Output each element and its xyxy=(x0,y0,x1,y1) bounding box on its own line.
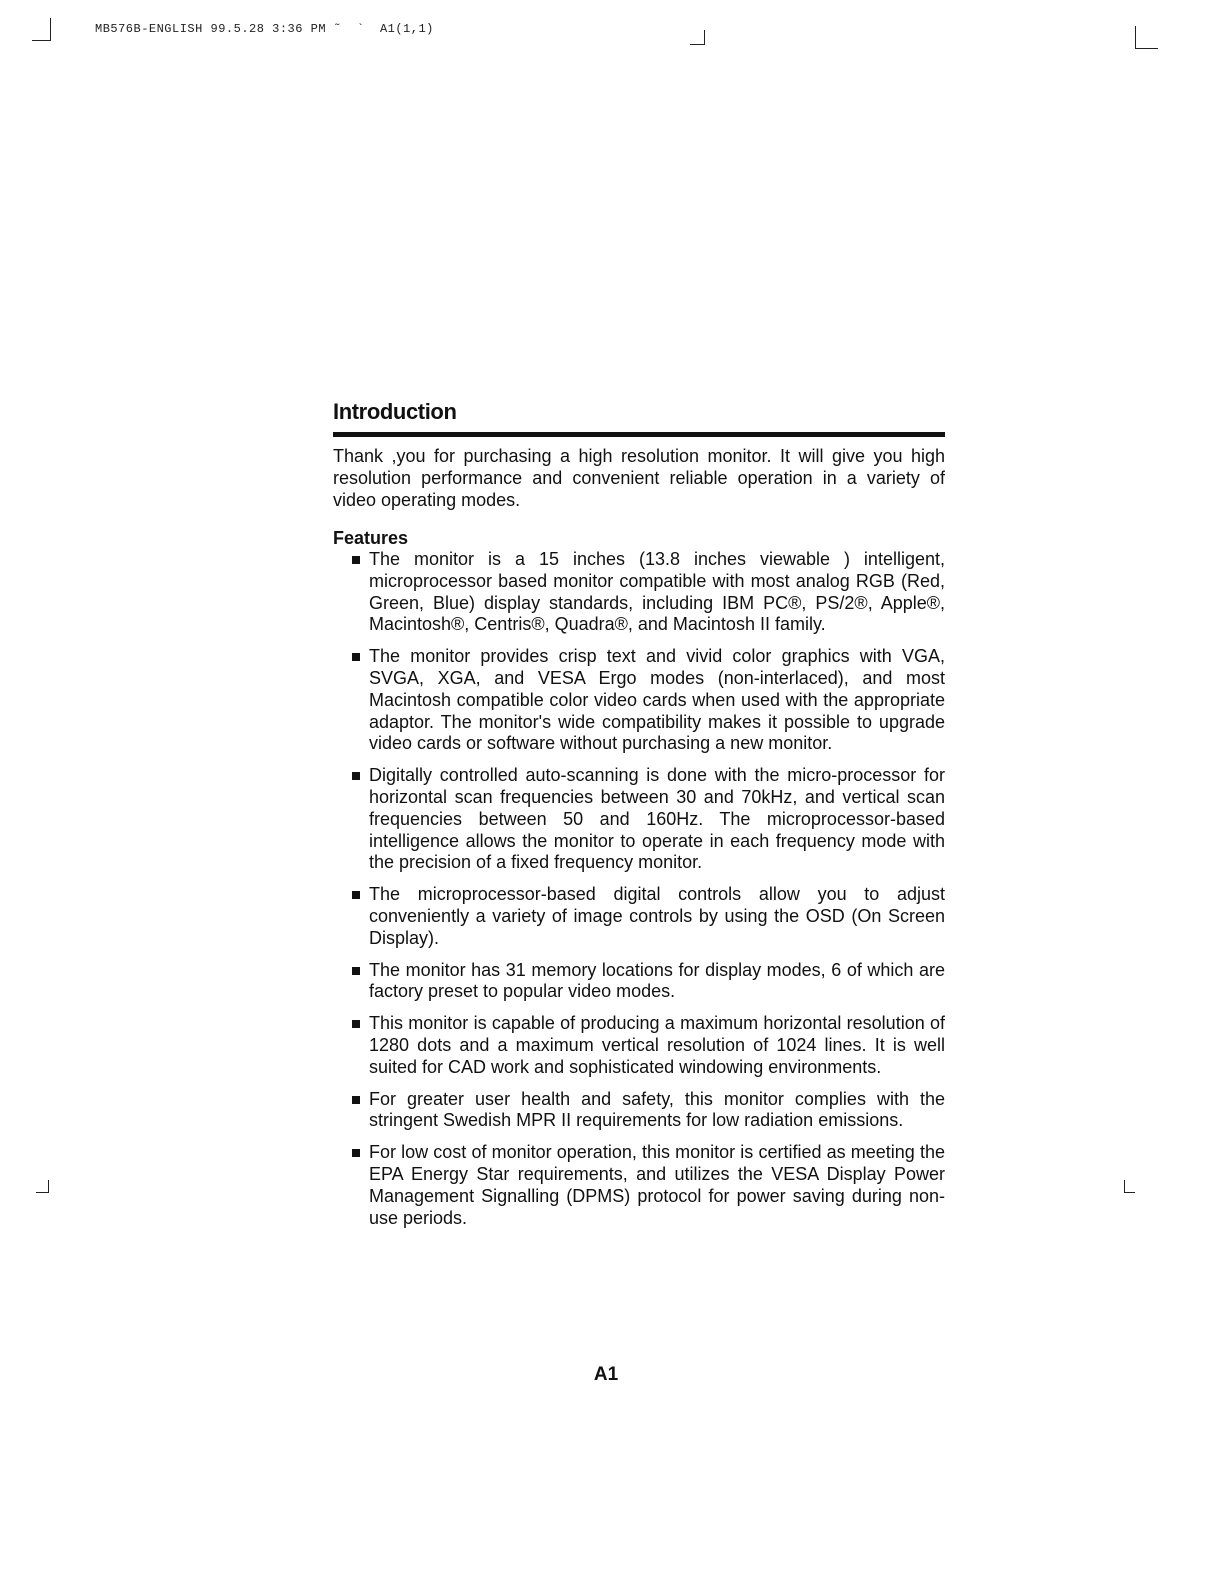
feature-text: The monitor provides crisp text and vivid color graphics with VGA, SVGA, XGA, and VESA Ergo modes (non-interlaced), and most Macintosh compatible color video cards when used with the appropriate adaptor. The monitor's wide compatibility makes it possible to upgrade video cards or software without purchasing a new monitor. xyxy=(369,646,945,754)
print-slug: MB576B-ENGLISH 99.5.28 3:36 PM ˜ ` A1(1,1) xyxy=(95,22,434,36)
intro-paragraph: Thank ,you for purchasing a high resolution monitor. It will give you high resolution performance and convenient reliable operation in a variety of video operating modes. xyxy=(333,446,945,510)
list-item xyxy=(349,884,945,949)
feature-text: For greater user health and safety, this monitor complies with the stringent Swedish MPR II requirements for low radiation emissions. xyxy=(369,1088,945,1131)
square-bullet-icon xyxy=(352,772,360,780)
feature-text: For low cost of monitor operation, this monitor is certified as meeting the EPA Energy Star requirements, and utilizes the VESA Display Power Management Signalling (DPMS) protocol for power saving during non-use periods. xyxy=(369,1142,945,1228)
square-bullet-icon xyxy=(352,1096,360,1104)
features-list xyxy=(333,549,945,1229)
feature-text: The monitor is a 15 inches (13.8 inches viewable ) intelligent, microprocessor based monitor compatible with most analog RGB (Red, Green, Blue) display standards, including IBM PC®, PS/2®, Apple®, Macintosh®, Centris®, Quadra®, and Macintosh II family. xyxy=(369,549,945,635)
square-bullet-icon xyxy=(352,967,360,975)
list-item xyxy=(349,1013,945,1078)
features-heading: Features xyxy=(333,528,409,548)
title-rule xyxy=(333,432,945,437)
feature-text: This monitor is capable of producing a maximum horizontal resolution of 1280 dots and a maximum vertical resolution of 1024 lines. It is well suited for CAD work and sophisticated windowing environments. xyxy=(369,1013,945,1077)
list-item xyxy=(349,549,945,636)
crop-mark-top-left xyxy=(32,18,51,41)
feature-text: The microprocessor-based digital controls allow you to adjust conveniently a variety of image controls by using the OSD (On Screen Display). xyxy=(369,884,945,948)
list-item xyxy=(349,1142,945,1229)
square-bullet-icon xyxy=(352,1020,360,1028)
crop-mark-mid-left xyxy=(36,1180,49,1193)
square-bullet-icon xyxy=(352,891,360,899)
page-title: Introduction xyxy=(333,399,457,424)
square-bullet-icon xyxy=(352,556,360,564)
list-item xyxy=(349,1089,945,1133)
introduction-section xyxy=(333,398,945,1239)
page-number: A1 xyxy=(593,1364,619,1385)
crop-mark-mid-right xyxy=(1124,1180,1135,1193)
list-item xyxy=(349,765,945,874)
list-item xyxy=(349,646,945,755)
feature-text: The monitor has 31 memory locations for display modes, 6 of which are factory preset to popular video modes. xyxy=(369,959,945,1002)
square-bullet-icon xyxy=(352,1149,360,1157)
crop-mark-top-right xyxy=(1135,26,1158,49)
feature-text: Digitally controlled auto-scanning is done with the micro-processor for horizontal scan frequencies between 30 and 70kHz, and vertical scan frequencies between 50 and 160Hz. The microprocessor-based intelligence allows the monitor to operate in each frequency mode with the precision of a fixed frequency monitor. xyxy=(369,765,945,873)
crop-mark-top-center xyxy=(690,30,705,45)
list-item xyxy=(349,960,945,1004)
square-bullet-icon xyxy=(352,653,360,661)
